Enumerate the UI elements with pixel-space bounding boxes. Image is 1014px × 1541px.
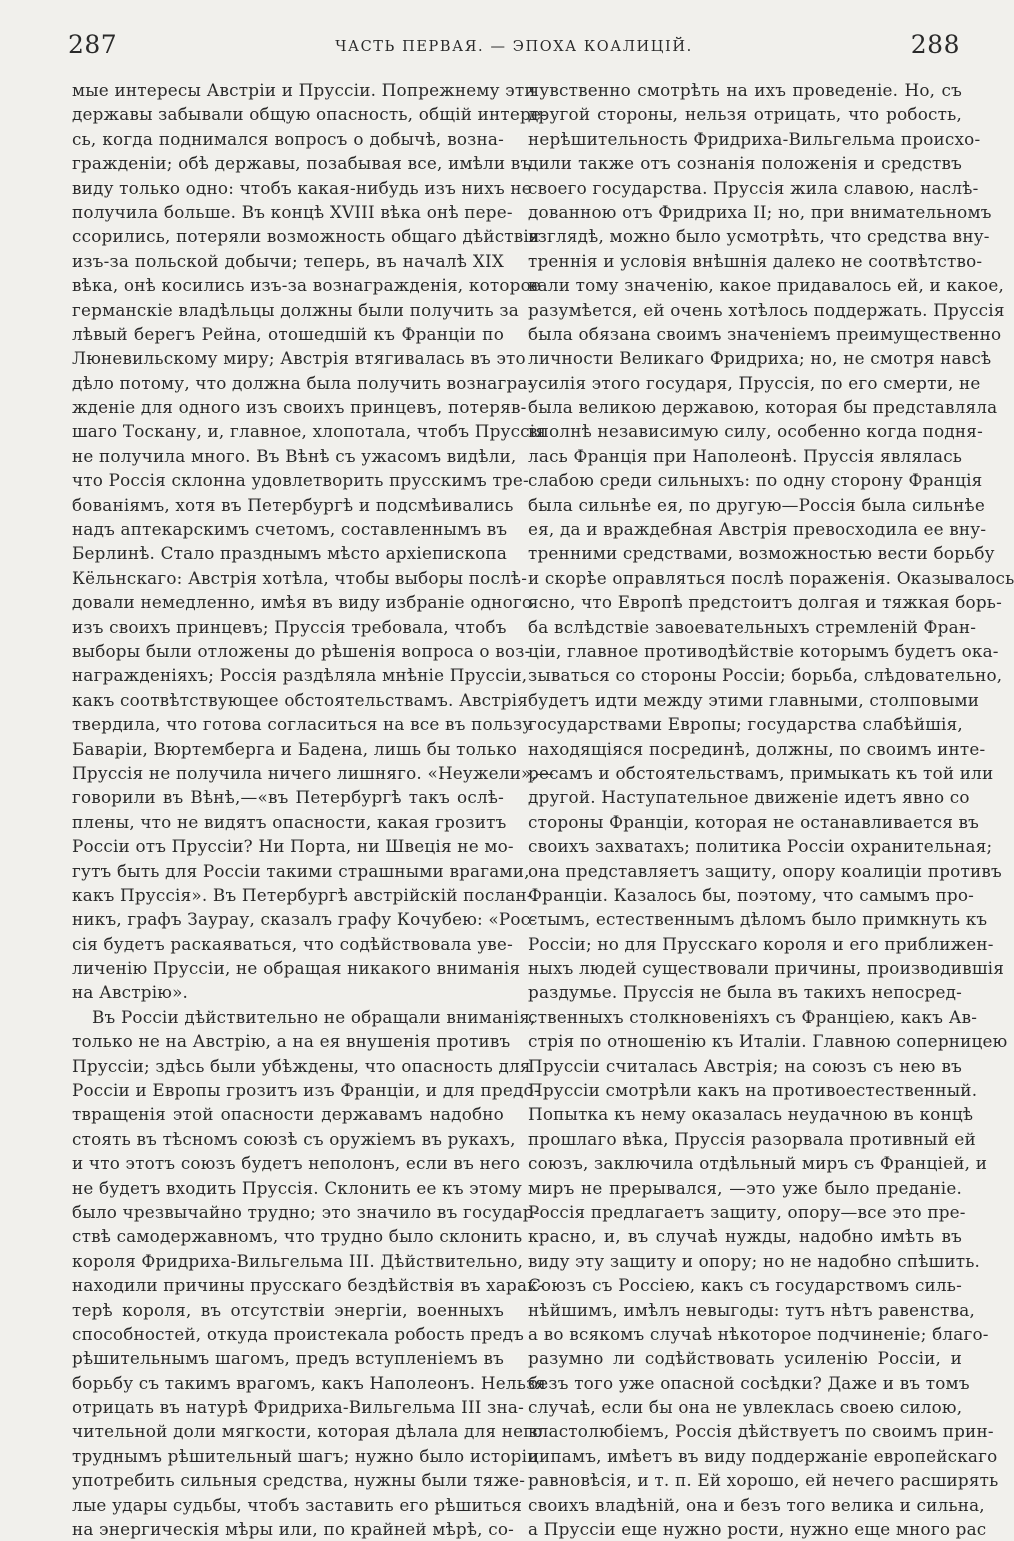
text-line: Берлинѣ. Стало празднымъ мѣсто архіепископа — [72, 543, 508, 564]
text-line: виду только одно: чтобъ какая-нибудь изъ нихъ не — [72, 177, 532, 198]
text-line: лые удары судьбы, чтобъ заставить его рѣшиться — [72, 1494, 523, 1515]
text-line: на Австрію». — [72, 982, 189, 1003]
text-line: германскіе владѣльцы должны были получить за — [72, 299, 519, 320]
text-line: Въ Россіи дѣйствительно не обращали вниманія, — [92, 1006, 536, 1027]
text-line: Пруссіи смотрѣли какъ на противоестественный. — [528, 1080, 978, 1101]
text-line: шаго Тоскану, и, главное, хлопотала, чтобъ Пруссія — [72, 421, 547, 442]
text-line: говорили въ Вѣнѣ,—«въ Петербургѣ такъ ослѣ- — [72, 787, 504, 808]
text-line: ственныхъ столкновеніяхъ съ Франціею, какъ Ав- — [528, 1006, 978, 1027]
text-line: дованною отъ Фридриха II; но, при внимательномъ — [528, 201, 992, 222]
text-line: будетъ идти между этими главными, столповыми — [528, 689, 980, 710]
text-line: Россіи и Европы грозитъ изъ Франціи, и для предо- — [72, 1080, 540, 1101]
text-line: ссорились, потеряли возможность общаго дѣйствія — [72, 226, 540, 247]
text-line: ствѣ самодержавномъ, что трудно было склонить — [72, 1226, 523, 1247]
right-text-column — [528, 78, 1014, 1541]
text-line: твердила, что готова согласиться на все въ пользу — [72, 714, 533, 735]
page-number-left: 287 — [68, 30, 118, 59]
text-line: никъ, графъ Заурау, сказалъ графу Кочубею: «Рос- — [72, 909, 537, 930]
text-line: дили также отъ сознанія положенія и средствъ — [528, 153, 962, 174]
running-head — [68, 30, 960, 62]
text-line: стоять въ тѣсномъ союзѣ съ оружіемъ въ рукахъ, — [72, 1128, 516, 1149]
text-line: не получила много. Въ Вѣнѣ съ ужасомъ видѣли, — [72, 445, 517, 466]
text-line: чительной доли мягкости, которая дѣлала для него — [72, 1421, 543, 1442]
text-line: ціи, главное противодѣйствіе которымъ будетъ ока- — [528, 640, 999, 661]
text-line: властолюбіемъ, Россія дѣйствуетъ по своимъ прин- — [528, 1421, 994, 1442]
left-text-column — [72, 78, 554, 1541]
text-line: и скорѣе оправляться послѣ пораженія. Оказывалось — [528, 567, 1014, 588]
text-line: личенію Пруссіи, не обращая никакого вниманія — [72, 958, 521, 979]
text-line: какъ соотвѣтствующее обстоятельствамъ. Австрія — [72, 689, 529, 710]
text-line: была сильнѣе ея, по другую—Россія была сильнѣе — [528, 494, 985, 515]
text-line: гутъ быть для Россіи такими страшными врагами, — [72, 860, 530, 881]
text-line: вполнѣ независимую силу, особенно когда подня- — [528, 421, 983, 442]
text-line: ба вслѣдствіе завоевательныхъ стремленій Фран- — [528, 616, 977, 637]
text-line: на энергическія мѣры или, по крайней мѣрѣ, со- — [72, 1519, 515, 1540]
text-line: другой стороны, нельзя отрицать, что робость, — [528, 104, 962, 125]
text-line: другой. Наступательное движеніе идетъ явно со — [528, 787, 970, 808]
text-line: твращенія этой опасности державамъ надобно — [72, 1104, 504, 1125]
text-line: чувственно смотрѣть на ихъ проведеніе. Но, съ — [528, 80, 962, 100]
text-line: стымъ, естественнымъ дѣломъ было примкнуть къ — [528, 909, 988, 930]
text-line: награжденіяхъ; Россія раздѣляла мнѣніе Пруссіи, — [72, 665, 528, 686]
text-line: нерѣшительность Фридриха-Вильгельма происхо- — [528, 128, 981, 149]
text-line: ципамъ, имѣетъ въ виду поддержаніе европейскаго — [528, 1445, 998, 1466]
text-line: миръ не прерывался, —это уже было преданіе. — [528, 1177, 962, 1198]
text-line: случаѣ, если бы она не увлеклась своею силою, — [528, 1397, 963, 1418]
text-line: Пруссіи; здѣсь были убѣждены, что опасность для — [72, 1055, 531, 1076]
text-line: а Пруссіи еще нужно рости, нужно еще много рас — [528, 1519, 987, 1540]
text-line: своихъ владѣній, она и безъ того велика и сильна, — [528, 1494, 985, 1515]
text-line: Люневильскому миру; Австрія втягивалась въ это — [72, 348, 526, 369]
text-line: стороны Франціи, которая не останавливается въ — [528, 811, 980, 832]
running-title: ЧАСТЬ ПЕРВАЯ. — ЭПОХА КОАЛИЦІЙ. — [335, 39, 693, 55]
text-line: мые интересы Австріи и Пруссіи. Попрежнему эти — [72, 80, 536, 100]
text-line: находили причины прусскаго бездѣйствія въ харак- — [72, 1275, 544, 1296]
text-line: усилія этого государя, Пруссія, по его смерти, не — [528, 372, 981, 393]
text-line: было чрезвычайно трудно; это значило въ государ- — [72, 1201, 540, 1222]
text-line: рѣшительнымъ шагомъ, предъ вступленіемъ въ — [72, 1348, 504, 1369]
text-line: союзъ, заключила отдѣльный миръ съ Франціей, и — [528, 1153, 988, 1174]
text-line: бованіямъ, хотя въ Петербургѣ и подсмѣивались — [72, 494, 514, 515]
text-line: способностей, откуда проистекала робость предъ — [72, 1323, 525, 1344]
text-line: своихъ захватахъ; политика Россіи охранительная; — [528, 836, 993, 857]
text-line: вали тому значенію, какое придавалось ей, и какое, — [528, 275, 1005, 296]
text-line: она представляетъ защиту, опору коалиціи противъ — [528, 860, 1002, 881]
text-line: личности Великаго Фридриха; но, не смотря навсѣ — [528, 348, 992, 369]
text-line: государствами Европы; государства слабѣйшія, — [528, 714, 963, 735]
text-line: какъ Пруссія». Въ Петербургѣ австрійскій послан- — [72, 884, 533, 905]
text-line: безъ того уже опасной сосѣдки? Даже и въ томъ — [528, 1372, 970, 1393]
text-line: была обязана своимъ значеніемъ преимущественно — [528, 323, 1002, 344]
text-line: и что этотъ союзъ будетъ неполонъ, если въ него — [72, 1153, 521, 1174]
text-line: надъ аптекарскимъ счетомъ, составленнымъ въ — [72, 519, 508, 540]
text-line: только не на Австрію, а на ея внушенія противъ — [72, 1031, 511, 1052]
text-line: Россіи отъ Пруссіи? Ни Порта, ни Швеція не мо- — [72, 836, 514, 857]
text-line: плены, что не видятъ опасности, какая грозитъ — [72, 811, 507, 832]
text-line: разумѣется, ей очень хотѣлось поддержать. Пруссія — [528, 299, 1005, 320]
text-line: была великою державою, которая бы представляла — [528, 397, 998, 418]
text-line: тренними средствами, возможностью вести борьбу — [528, 543, 995, 564]
text-line: получила больше. Въ концѣ XVIII вѣка онѣ пере- — [72, 201, 513, 222]
text-line: Россіи; но для Прусскаго короля и его приближен- — [528, 933, 994, 954]
text-line: Франціи. Казалось бы, поэтому, что самымъ про- — [528, 884, 975, 905]
text-line: борьбу съ такимъ врагомъ, какъ Наполеонъ. Нельзя — [72, 1372, 547, 1393]
text-line: Союзъ съ Россіею, какъ съ государствомъ силь- — [528, 1275, 962, 1296]
text-line: вѣка, онѣ косились изъ-за вознагражденія, которое — [72, 275, 542, 296]
text-line: своего государства. Пруссія жила славою, наслѣ- — [528, 177, 979, 198]
text-line: лась Франція при Наполеонѣ. Пруссія являлась — [528, 445, 963, 466]
text-line: сь, когда поднимался вопросъ о добычѣ, возна- — [72, 128, 504, 149]
text-line: употребить сильныя средства, нужны были тяже- — [72, 1470, 526, 1491]
page-number-right: 288 — [910, 30, 960, 59]
text-line: разумно ли содѣйствовать усиленію Россіи, и — [528, 1348, 962, 1369]
text-line: треннія и условія внѣшнія далеко не соотвѣтство- — [528, 250, 983, 271]
text-line: отрицать въ натурѣ Фридриха-Вильгельма III зна- — [72, 1397, 524, 1418]
text-line: Кёльнскаго: Австрія хотѣла, чтобы выборы послѣ- — [72, 567, 528, 588]
text-line: изъ своихъ принцевъ; Пруссія требовала, чтобъ — [72, 616, 507, 637]
text-line: равновѣсія, и т. п. Ей хорошо, ей нечего расширять — [528, 1470, 999, 1491]
text-line: зываться со стороны Россіи; борьба, слѣдовательно, — [528, 665, 1003, 686]
text-line: довали немедленно, имѣя въ виду избраніе одного — [72, 592, 533, 613]
text-line: ея, да и враждебная Австрія превосходила ее вну- — [528, 519, 987, 540]
text-line: что Россія склонна удовлетворить прусскимъ тре- — [72, 470, 529, 491]
text-line: раздумье. Пруссія не была въ такихъ непосред- — [528, 982, 962, 1003]
text-line: ныхъ людей существовали причины, производившія — [528, 958, 1004, 979]
text-line: нѣйшимъ, имѣлъ невыгоды: тутъ нѣтъ равенства, — [528, 1299, 976, 1320]
text-line: изъ-за польской добычи; теперь, въ началѣ XIX — [72, 250, 504, 271]
text-line: терѣ короля, въ отсутствіи энергіи, военныхъ — [72, 1299, 504, 1320]
text-line: труднымъ рѣшительный шагъ; нужно было исторіи — [72, 1445, 539, 1466]
text-line: Россія предлагаетъ защиту, опору—все это пре- — [528, 1201, 966, 1222]
text-line: дѣло потому, что должна была получить вознагра- — [72, 372, 534, 393]
text-line: выборы были отложены до рѣшенія вопроса о воз- — [72, 640, 531, 661]
text-line: жденіе для одного изъ своихъ принцевъ, потеряв- — [72, 397, 527, 418]
text-line: прошлаго вѣка, Пруссія разорвала противный ей — [528, 1128, 976, 1149]
text-line: Попытка къ нему оказалась неудачною въ концѣ — [528, 1104, 974, 1125]
text-line: а во всякомъ случаѣ нѣкоторое подчиненіе; благо- — [528, 1323, 989, 1344]
text-line: находящіяся посрединѣ, должны, по своимъ инте- — [528, 738, 986, 759]
text-line: стрія по отношенію къ Италіи. Главною соперницею — [528, 1031, 1008, 1052]
text-line: короля Фридриха-Вильгельма III. Дѣйствительно, — [72, 1250, 524, 1271]
text-line: взглядѣ, можно было усмотрѣть, что средства вну- — [528, 226, 990, 247]
text-line: лѣвый берегъ Рейна, отошедшій къ Франціи по — [72, 323, 504, 344]
text-line: державы забывали общую опасность, общій интере- — [72, 104, 547, 125]
text-line: виду эту защиту и опору; но не надобно спѣшить. — [528, 1250, 981, 1271]
text-line: гражденіи; обѣ державы, позабывая все, имѣли въ — [72, 153, 532, 174]
text-line: не будетъ входить Пруссія. Склонить ее къ этому — [72, 1177, 522, 1198]
text-line: Баваріи, Вюртемберга и Бадена, лишь бы только — [72, 738, 518, 759]
text-line: слабою среди сильныхъ: по одну сторону Франція — [528, 470, 983, 491]
text-line: сія будетъ раскаяваться, что содѣйствовала уве- — [72, 933, 513, 954]
text-line: Пруссіи считалась Австрія; на союзъ съ нею въ — [528, 1055, 962, 1076]
text-line: ясно, что Европѣ предстоитъ долгая и тяжкая борь- — [528, 592, 1003, 613]
text-line: Пруссія не получила ничего лишняго. «Неужели»,— — [72, 762, 554, 783]
text-line: красно, и, въ случаѣ нужды, надобно имѣть въ — [528, 1226, 962, 1247]
text-line: ресамъ и обстоятельствамъ, примыкать къ той или — [528, 762, 994, 783]
